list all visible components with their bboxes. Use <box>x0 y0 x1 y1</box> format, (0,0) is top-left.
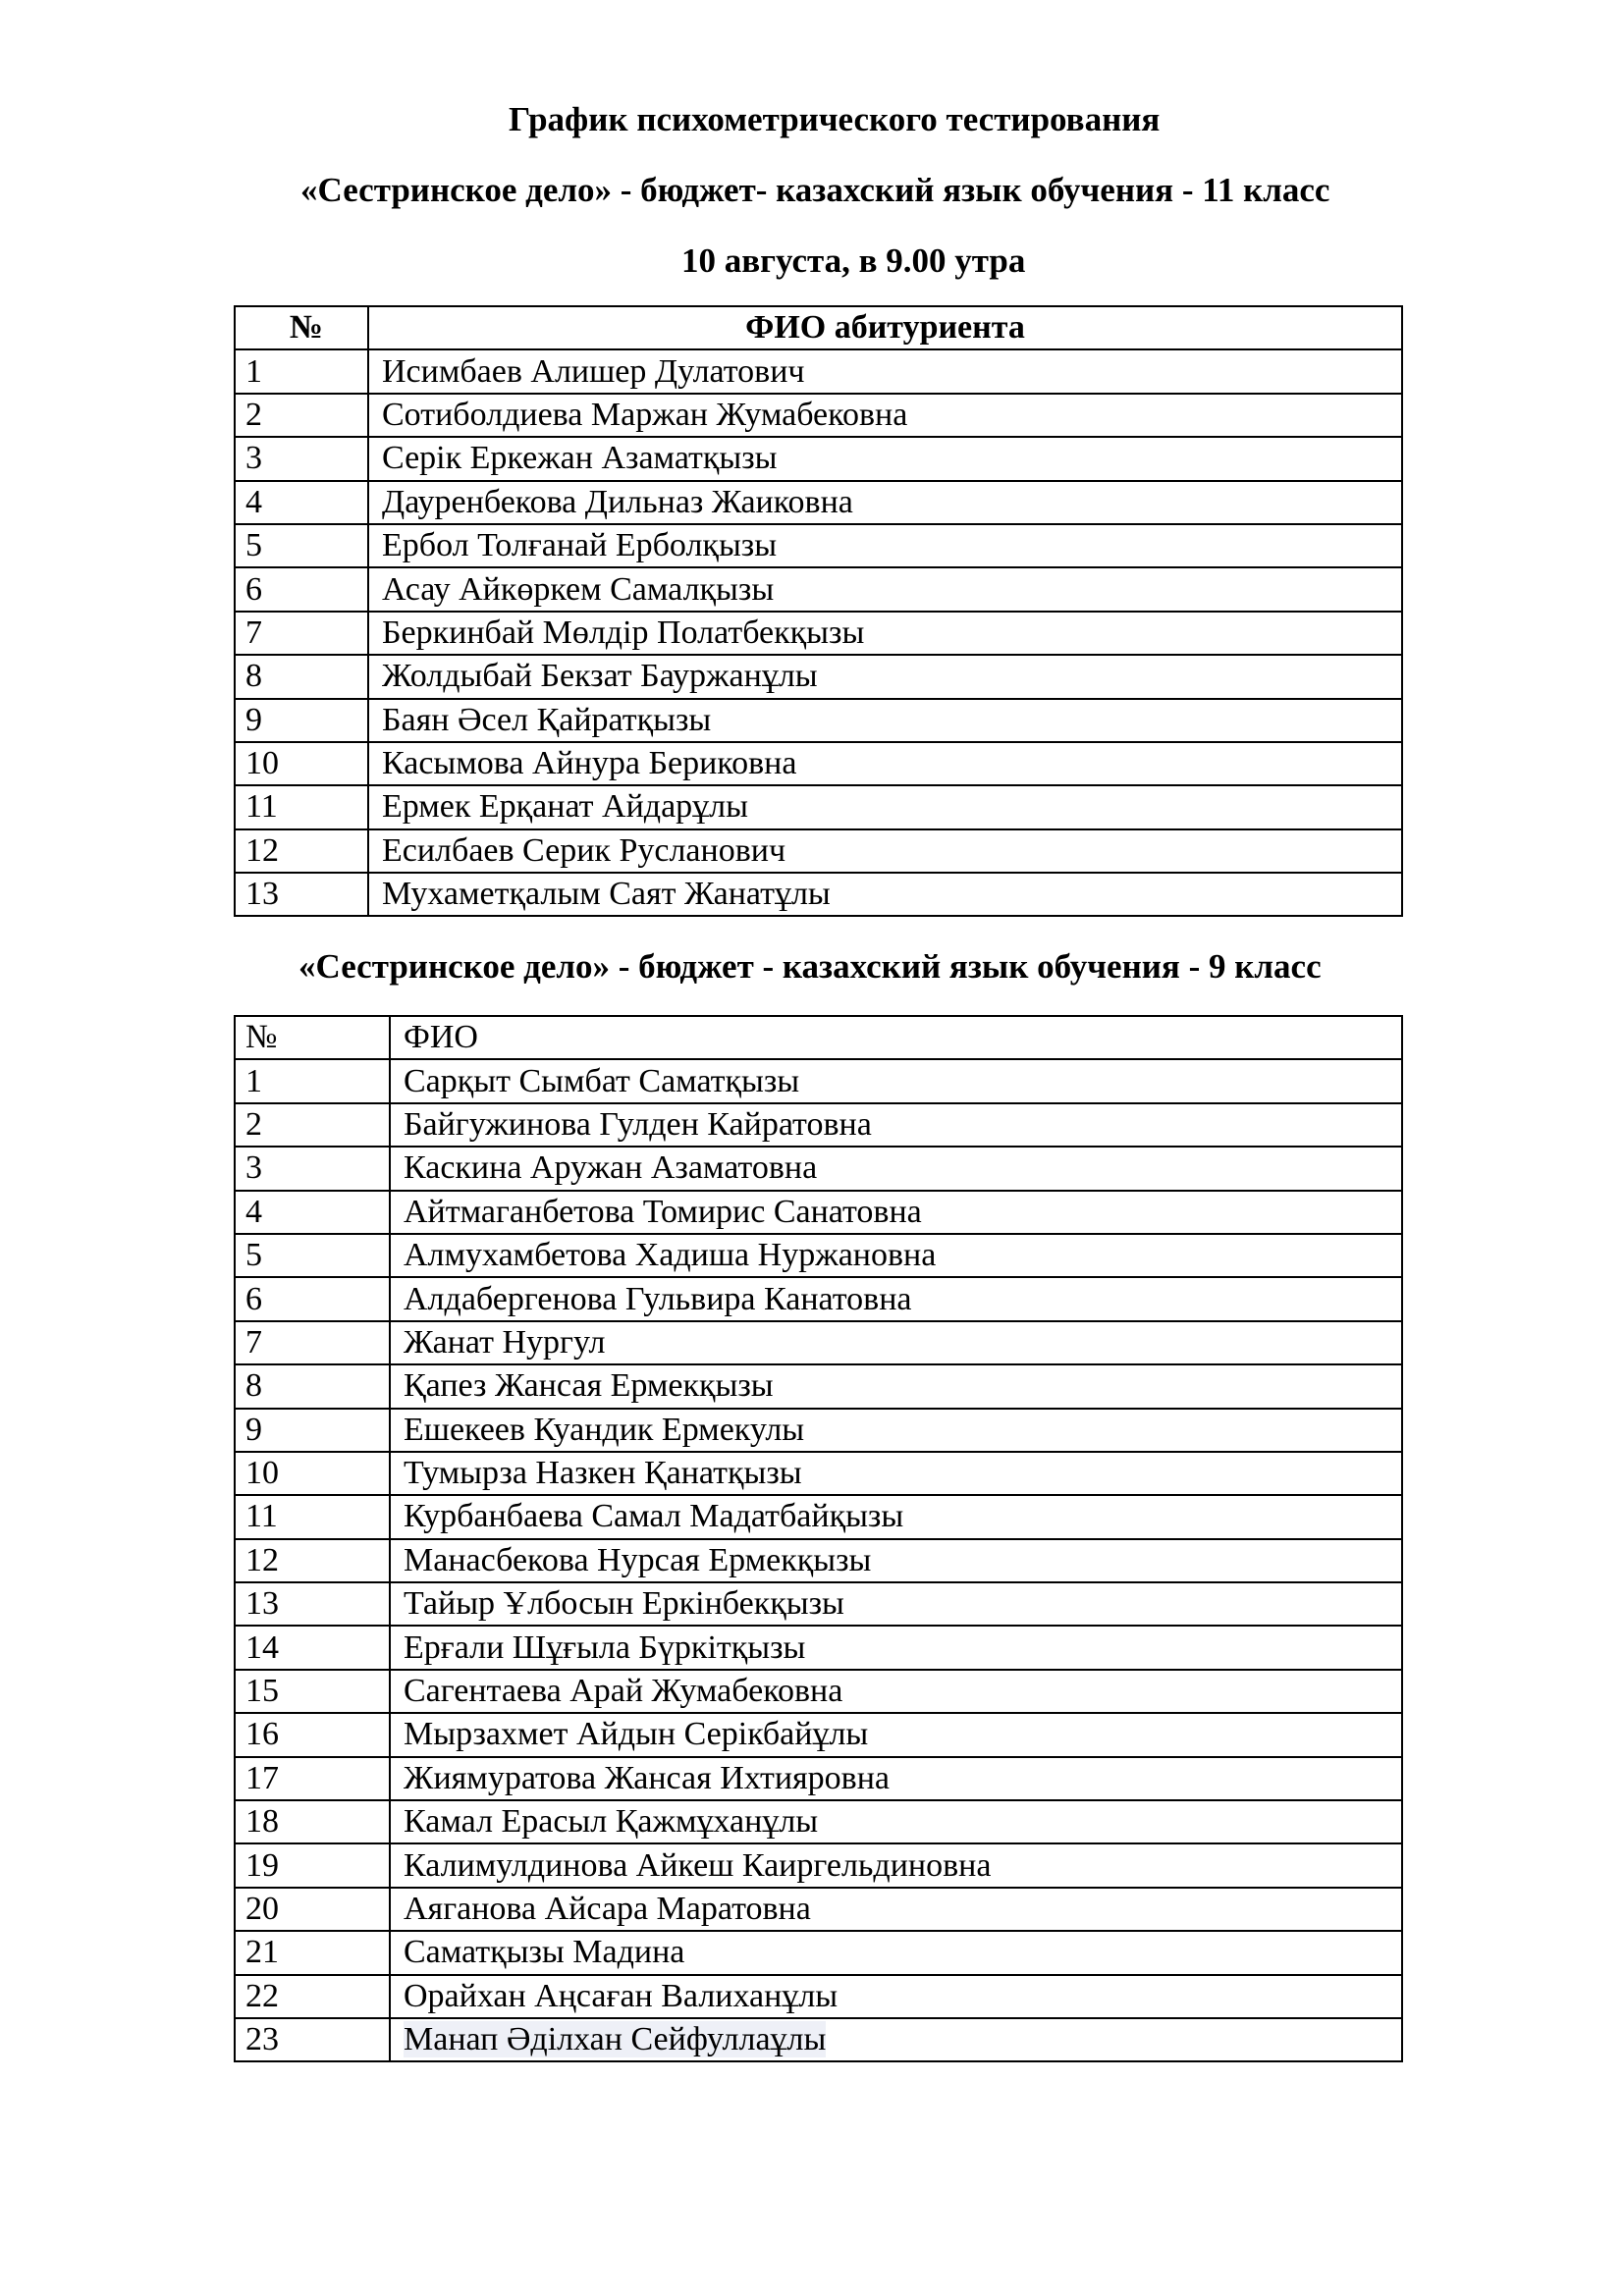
row-number: 9 <box>235 699 368 742</box>
row-number: 11 <box>235 1495 390 1538</box>
table-row <box>235 567 1402 611</box>
row-number: 5 <box>235 1234 390 1277</box>
table-row <box>235 524 1402 567</box>
column-header-number: № <box>235 1016 390 1059</box>
table-header-row <box>235 306 1402 349</box>
applicant-name-cell <box>390 1103 1402 1147</box>
row-number: 12 <box>235 829 368 873</box>
applicant-name: Баян Әсел Қайратқызы <box>382 701 712 738</box>
applicant-name: Жиямуратова Жансая Ихтияровна <box>404 1759 891 1796</box>
applicant-name-cell <box>368 612 1402 655</box>
row-number: 4 <box>235 1191 390 1234</box>
row-number: 10 <box>235 742 368 785</box>
applicant-name-cell <box>368 742 1402 785</box>
table-row <box>235 1059 1402 1102</box>
applicant-name: Ерғали Шұғыла Бүркітқызы <box>404 1629 806 1666</box>
section-2-subtitle: «Сестринское дело» - бюджет - казахский язык обучения - 9 класс <box>298 947 1322 986</box>
document-title: График психометрического тестирования <box>509 100 1161 138</box>
applicant-name-cell <box>368 785 1402 828</box>
applicant-name: Манасбекова Нурсая Ермекқызы <box>404 1541 872 1578</box>
applicant-name-cell <box>390 1800 1402 1843</box>
row-number: 2 <box>235 394 368 437</box>
applicant-name: Камал Ерасыл Қажмұханұлы <box>404 1803 819 1841</box>
table-row <box>235 1409 1402 1452</box>
applicant-name-cell <box>390 1931 1402 1974</box>
applicant-name: Тайыр Ұлбосын Еркінбекқызы <box>404 1585 844 1623</box>
applicant-name: Қапез Жансая Ермекқызы <box>404 1367 774 1405</box>
row-number: 7 <box>235 1321 390 1364</box>
applicant-name-cell <box>368 699 1402 742</box>
row-number: 12 <box>235 1539 390 1582</box>
applicant-name: Жанат Нургул <box>404 1323 606 1361</box>
applicant-name-cell <box>390 2018 1402 2061</box>
applicant-name-cell <box>390 1147 1402 1190</box>
table-row <box>235 1800 1402 1843</box>
row-number: 7 <box>235 612 368 655</box>
applicants-table-9-class <box>234 1015 1403 2062</box>
row-number: 17 <box>235 1757 390 1800</box>
applicant-name-cell <box>390 1582 1402 1626</box>
row-number: 20 <box>235 1888 390 1931</box>
table-row <box>235 1670 1402 1713</box>
applicant-name-cell <box>390 1843 1402 1887</box>
table-row <box>235 829 1402 873</box>
applicant-name-cell <box>390 1975 1402 2018</box>
applicant-name: Алдабергенова Гульвира Канатовна <box>404 1280 912 1317</box>
applicant-name: Касымова Айнура Бериковна <box>382 745 797 782</box>
applicant-name-cell <box>390 1409 1402 1452</box>
applicant-name: Сотиболдиева Маржан Жумабековна <box>382 396 908 433</box>
row-number: 16 <box>235 1713 390 1756</box>
applicant-name-cell <box>368 349 1402 393</box>
applicant-name: Мырзахмет Айдын Серікбайұлы <box>404 1716 869 1753</box>
table-row <box>235 1321 1402 1364</box>
applicant-name-cell <box>368 394 1402 437</box>
applicant-name-cell <box>368 873 1402 916</box>
applicant-name-cell <box>368 829 1402 873</box>
applicant-name-cell <box>390 1452 1402 1495</box>
applicant-name: Ербол Толғанай Ерболқызы <box>382 527 778 564</box>
test-date: 10 августа, в 9.00 утра <box>681 241 1026 280</box>
applicant-name: Каскина Аружан Азаматовна <box>404 1149 818 1187</box>
table-row <box>235 1975 1402 2018</box>
row-number: 11 <box>235 785 368 828</box>
applicant-name-cell <box>390 1495 1402 1538</box>
applicant-name-cell <box>368 655 1402 698</box>
row-number: 1 <box>235 349 368 393</box>
applicant-name-cell <box>390 1670 1402 1713</box>
applicant-name: Асау Айкөркем Самалқызы <box>382 570 775 608</box>
applicant-name-cell <box>368 481 1402 524</box>
applicant-name: Аяганова Айсара Маратовна <box>404 1891 811 1927</box>
row-number: 6 <box>235 1277 390 1320</box>
applicant-name-cell <box>390 1364 1402 1408</box>
row-number: 23 <box>235 2018 390 2061</box>
applicant-name-cell <box>390 1757 1402 1800</box>
applicant-name-cell <box>390 1321 1402 1364</box>
applicant-name: Айтмаганбетова Томирис Санатовна <box>404 1193 922 1230</box>
row-number: 5 <box>235 524 368 567</box>
row-number: 19 <box>235 1843 390 1887</box>
column-header-fullname: ФИО <box>390 1016 1402 1059</box>
table-row <box>235 481 1402 524</box>
table-row <box>235 1103 1402 1147</box>
applicant-name: Калимулдинова Айкеш Каиргельдиновна <box>404 1846 992 1884</box>
row-number: 9 <box>235 1409 390 1452</box>
table-row <box>235 1843 1402 1887</box>
row-number: 10 <box>235 1452 390 1495</box>
applicant-name: Ешекеев Куандик Ермекулы <box>404 1411 805 1448</box>
table-row <box>235 1495 1402 1538</box>
applicant-name: Исимбаев Алишер Дулатович <box>382 352 805 390</box>
table-row <box>235 1713 1402 1756</box>
row-number: 8 <box>235 655 368 698</box>
table-row <box>235 437 1402 480</box>
row-number: 15 <box>235 1670 390 1713</box>
row-number: 14 <box>235 1626 390 1669</box>
applicant-name: Орайхан Аңсаған Валиханұлы <box>404 1977 839 2014</box>
applicant-name: Беркинбай Мөлдір Полатбекқызы <box>382 614 865 651</box>
row-number: 3 <box>235 1147 390 1190</box>
applicant-name: Жолдыбай Бекзат Бауржанұлы <box>382 658 818 695</box>
table-row <box>235 1234 1402 1277</box>
table-row <box>235 1452 1402 1495</box>
row-number: 3 <box>235 437 368 480</box>
row-number: 18 <box>235 1800 390 1843</box>
applicant-name: Дауренбекова Дильназ Жаиковна <box>382 483 853 520</box>
table-row <box>235 1757 1402 1800</box>
table-row <box>235 785 1402 828</box>
table-row <box>235 1277 1402 1320</box>
table-row <box>235 1364 1402 1408</box>
row-number: 8 <box>235 1364 390 1408</box>
row-number: 22 <box>235 1975 390 2018</box>
table-row <box>235 2018 1402 2061</box>
applicant-name-cell <box>368 437 1402 480</box>
applicant-name: Серік Еркежан Азаматқызы <box>382 440 778 477</box>
applicant-name: Тумырза Назкен Қанатқызы <box>404 1455 802 1492</box>
row-number: 21 <box>235 1931 390 1974</box>
row-number: 13 <box>235 873 368 916</box>
table-row <box>235 612 1402 655</box>
table-row <box>235 699 1402 742</box>
applicant-name-cell <box>390 1191 1402 1234</box>
table-header-row <box>235 1016 1402 1059</box>
table-row <box>235 1582 1402 1626</box>
column-header-number: № <box>235 306 368 349</box>
applicant-name: Есилбаев Серик Русланович <box>382 831 786 869</box>
table-row <box>235 349 1402 393</box>
applicant-name-cell <box>368 524 1402 567</box>
table-row <box>235 394 1402 437</box>
table-row <box>235 655 1402 698</box>
applicant-name-cell <box>390 1626 1402 1669</box>
applicant-name-cell <box>390 1539 1402 1582</box>
applicant-name: Алмухамбетова Хадиша Нуржановна <box>404 1237 937 1274</box>
applicant-name-cell <box>368 567 1402 611</box>
table-row <box>235 1888 1402 1931</box>
applicant-name-cell <box>390 1277 1402 1320</box>
applicant-name: Сагентаева Арай Жумабековна <box>404 1673 843 1710</box>
table-row <box>235 1931 1402 1974</box>
column-header-fullname: ФИО абитуриента <box>368 306 1402 349</box>
table-row <box>235 1626 1402 1669</box>
applicant-name: Мухаметқалым Саят Жанатұлы <box>382 876 831 913</box>
row-number: 6 <box>235 567 368 611</box>
applicant-name-cell <box>390 1234 1402 1277</box>
applicant-name-cell <box>390 1888 1402 1931</box>
table-row <box>235 873 1402 916</box>
applicant-name: Сарқыт Сымбат Саматқызы <box>404 1062 800 1099</box>
table-row <box>235 1191 1402 1234</box>
table-row <box>235 1147 1402 1190</box>
applicant-name-cell <box>390 1059 1402 1102</box>
row-number: 4 <box>235 481 368 524</box>
applicant-name: Ермек Ерқанат Айдарұлы <box>382 788 748 826</box>
table-row <box>235 1539 1402 1582</box>
applicant-name: Манап Әділхан Сейфуллаұлы <box>404 2021 827 2058</box>
row-number: 2 <box>235 1103 390 1147</box>
section-1-subtitle: «Сестринское дело» - бюджет- казахский язык обучения - 11 класс <box>300 171 1330 209</box>
applicant-name-cell <box>390 1713 1402 1756</box>
applicants-table-11-class <box>234 305 1403 917</box>
applicant-name: Саматқызы Мадина <box>404 1934 685 1971</box>
applicant-name: Курбанбаева Самал Мадатбайқызы <box>404 1498 904 1535</box>
row-number: 13 <box>235 1582 390 1626</box>
applicant-name: Байгужинова Гулден Кайратовна <box>404 1105 872 1143</box>
table-row <box>235 742 1402 785</box>
row-number: 1 <box>235 1059 390 1102</box>
